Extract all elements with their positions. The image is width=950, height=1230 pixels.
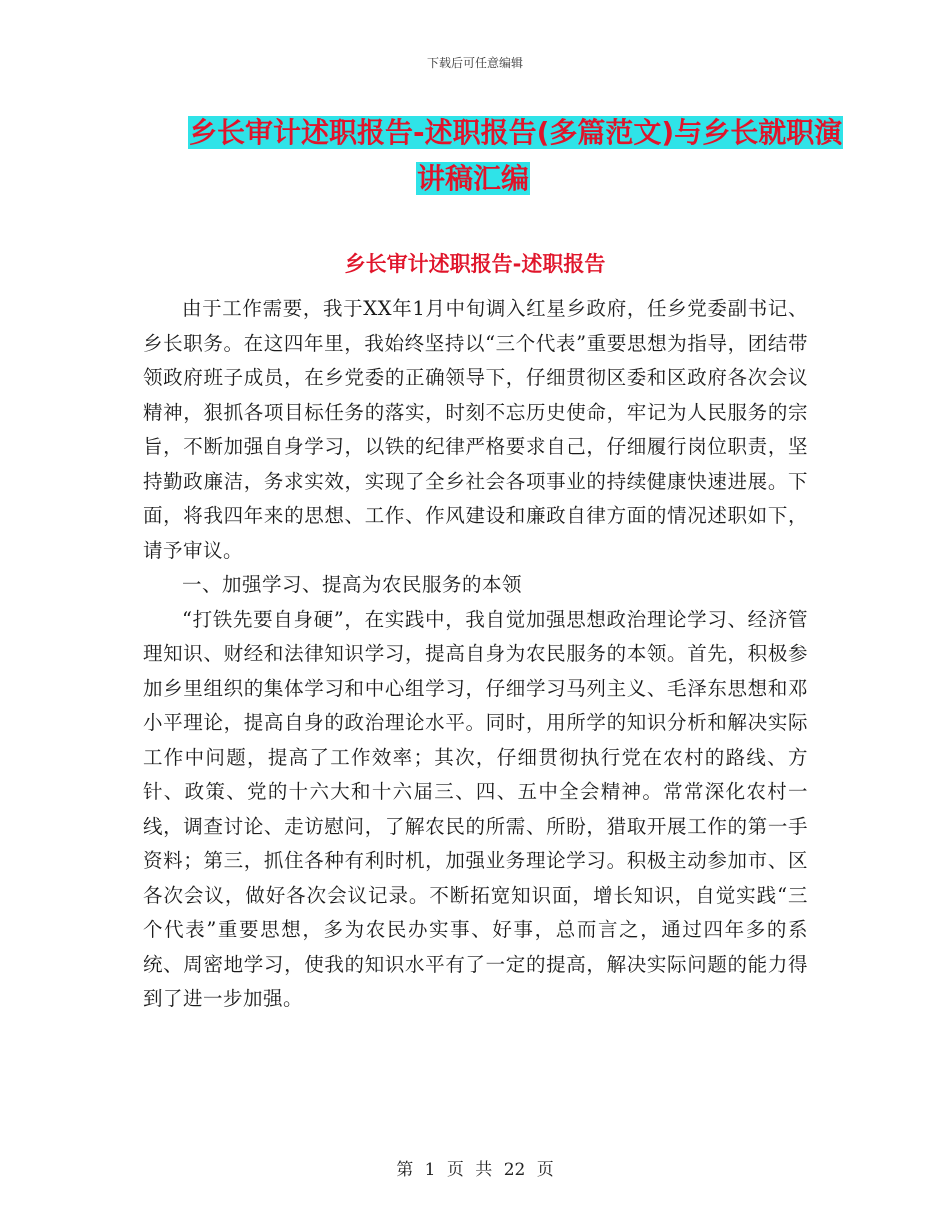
page-number: 第 1 页 共 22 页 <box>396 1160 554 1180</box>
section-title: 乡长审计述职报告-述职报告 <box>344 252 606 276</box>
title-highlight: 乡长审计述职报告-述职报告(多篇范文)与乡长就职演 <box>189 116 843 149</box>
document-body <box>143 292 808 1017</box>
paragraph-intro: 由于工作需要，我于XX年1月中旬调入红星乡政府，任乡党委副书记、乡长职务。在这四年里，我始终坚持以“三个代表”重要思想为指导，团结带领政府班子成员，在乡党委的正确领导下，仔细贯彻区委和区政府各次会议精神，狠抓各项目标任务的落实，时刻不忘历史使命，牢记为人民服务的宗旨，不断加强自身学习，以铁的纪律严格要求自己，仔细履行岗位职责，坚持勤政廉洁，务求实效，实现了全乡社会各项事业的持续健康快速进展。下面，将我四年来的思想、工作、作风建设和廉政自律方面的情况述职如下，请予审议。 <box>143 297 808 562</box>
title-highlight: 讲稿汇编 <box>416 162 529 195</box>
paragraph-learning: “打铁先要自身硬”，在实践中，我自觉加强思想政治理论学习、经济管理知识、财经和法律知识学习，提高自身为农民服务的本领。首先，积极参加乡里组织的集体学习和中心组学习，仔细学习马列主义、毛泽东思想和邓小平理论，提高自身的政治理论水平。同时，用所学的知识分析和解决实际工作中问题，提高了工作效率；其次，仔细贯彻执行党在农村的路线、方针、政策、党的十六大和十六届三、四、五中全会精神。常常深化农村一线，调查讨论、走访慰问，了解农民的所需、所盼，猎取开展工作的第一手资料；第三，抓住各种有利时机，加强业务理论学习。积极主动参加市、区各次会议，做好各次会议记录。不断拓宽知识面，增长知识，自觉实践“三个代表”重要思想，多为农民办实事、好事，总而言之，通过四年多的系统、周密地学习，使我的知识水平有了一定的提高，解决实际问题的能力得到了进一步加强。 <box>143 607 808 1010</box>
document-title <box>188 110 843 202</box>
section-heading-1: 一、加强学习、提高为农民服务的本领 <box>182 573 523 596</box>
document-title-line-2 <box>128 156 818 202</box>
document-title-line-1 <box>188 110 843 156</box>
page-header-note: 下载后可任意编辑 <box>426 56 523 70</box>
